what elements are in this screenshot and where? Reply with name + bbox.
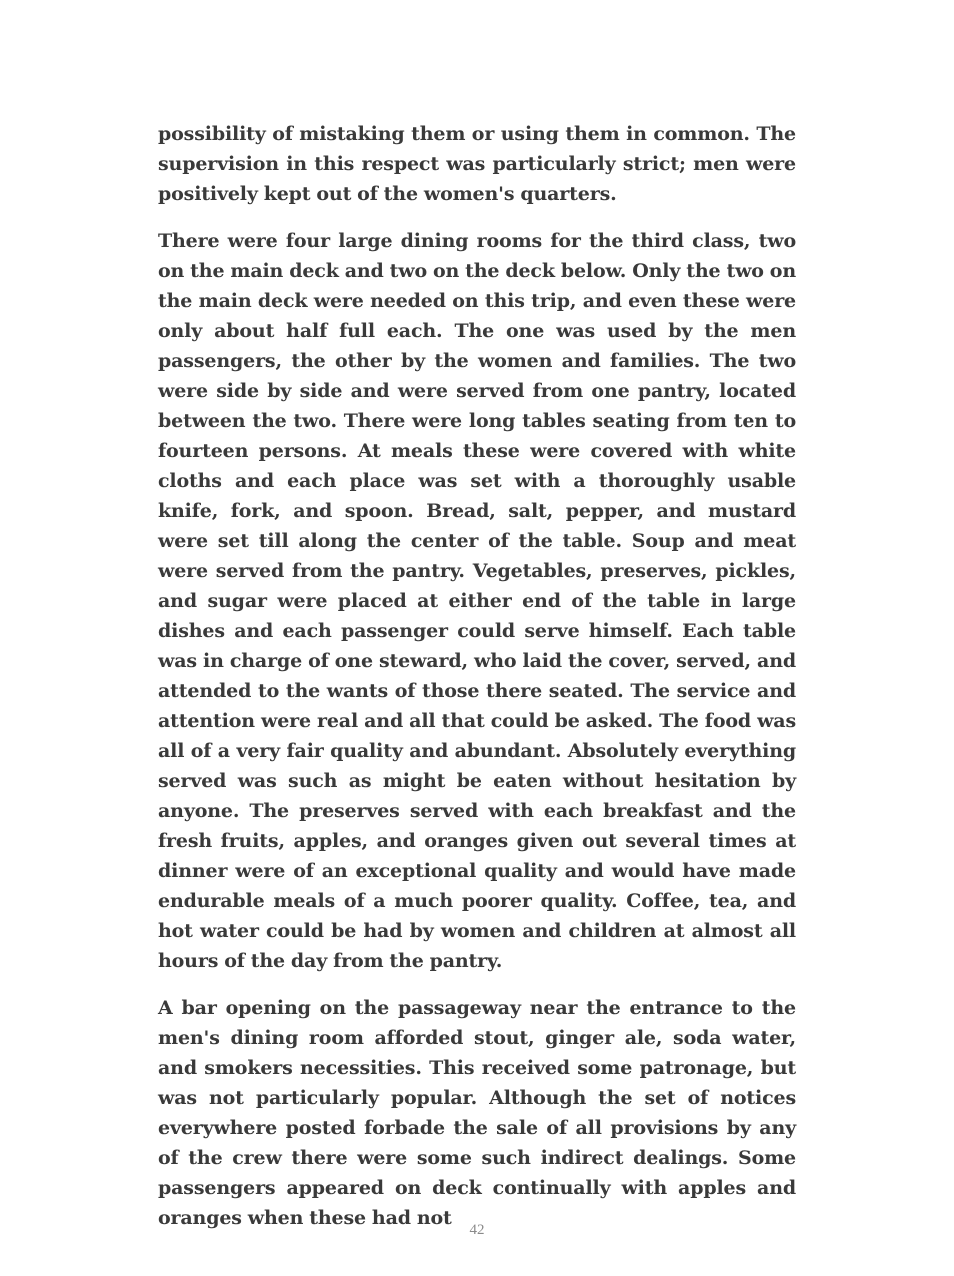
body-text: [158, 119, 796, 1250]
paragraph-3: A bar opening on the passageway near the entrance to the men's dining room afforded stout, ginger ale, soda water, and smokers necessities. This received some patronage, but was not particularly popular. Although the set of notices everywhere posted forbade the sale of all provisions by any of the crew there were some such indirect dealings. Some passengers appeared on deck continually with apples and oranges when these had not: [158, 997, 796, 1229]
paragraph-2: There were four large dining rooms for the third class, two on the main deck and two on the deck below. Only the two on the main deck were needed on this trip, and even these were only about half full each. The one was used by the men passengers, the other by the women and families. The two were side by side and were served from one pantry, located between the two. There were long tables seating from ten to fourteen persons. At meals these were covered with white cloths and each place was set with a thoroughly usable knife, fork, and spoon. Bread, salt, pepper, and mustard were set till along the center of the table. Soup and meat were served from the pantry. Vegetables, preserves, pickles, and sugar were placed at either end of the table in large dishes and each passenger could serve himself. Each table was in charge of one steward, who laid the cover, served, and attended to the wants of those there seated. The service and attention were real and all that could be asked. The food was all of a very fair quality and abundant. Absolutely everything served was such as might be eaten without hesitation by anyone. The preserves served with each breakfast and the fresh fruits, apples, and oranges given out several times at dinner were of an exceptional quality and would have made endurable meals of a much poorer quality. Coffee, tea, and hot water could be had by women and children at almost all hours of the day from the pantry.: [158, 230, 796, 972]
paragraph-1: possibility of mistaking them or using them in common. The supervision in this respect was particularly strict; men were positively kept out of the women's quarters.: [158, 123, 796, 205]
page-number: 42: [469, 1222, 485, 1238]
